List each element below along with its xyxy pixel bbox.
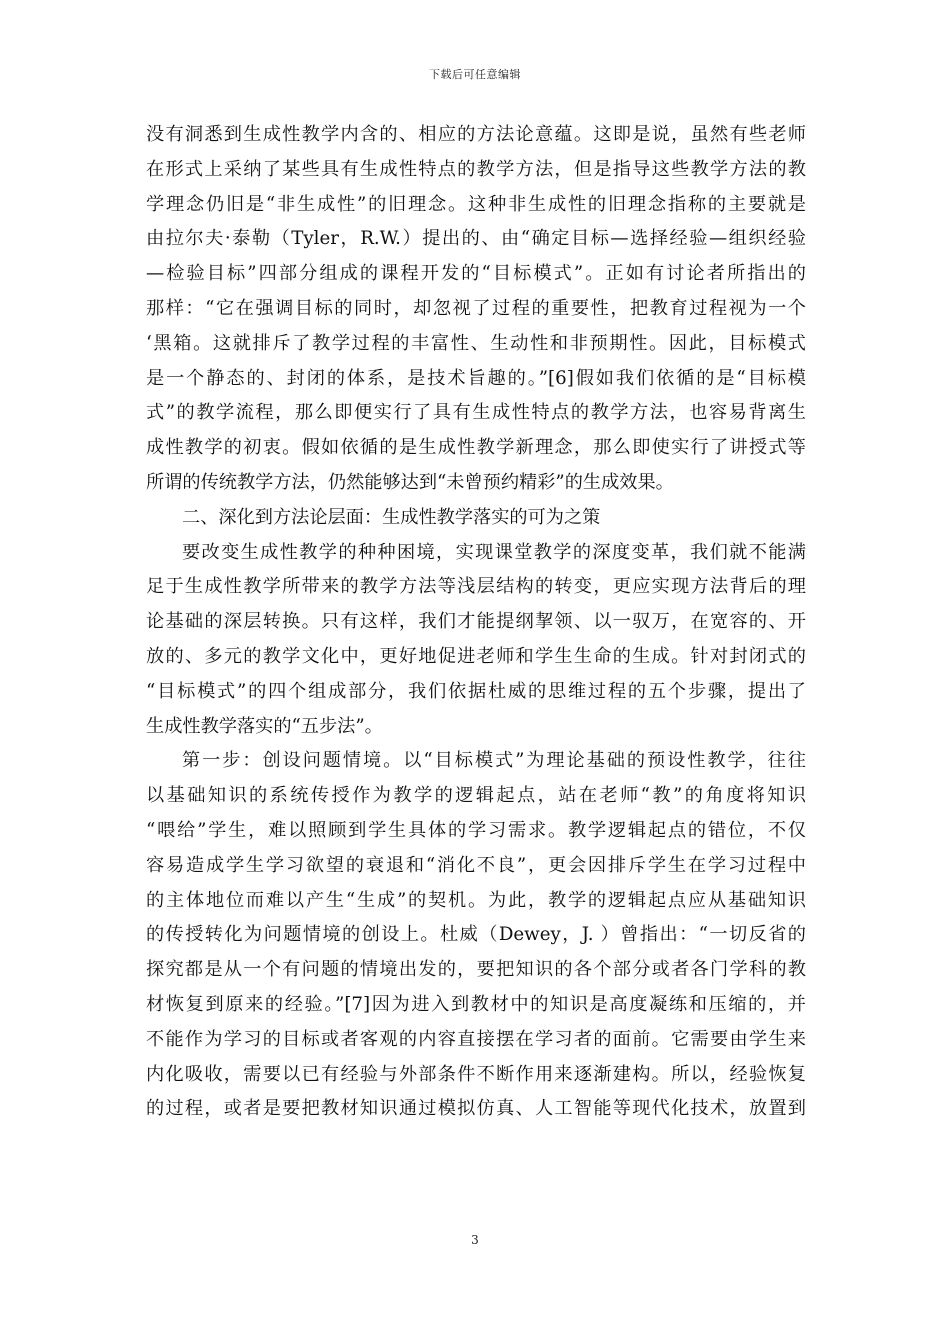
text-line: 生成性教学落实的“五步法”。 — [146, 715, 383, 737]
text-line: 第一步：创设问题情境。以“目标模式”为理论基础的预设性教学，往往 — [182, 750, 806, 772]
text-line: 探究都是从一个有问题的情境出发的，要把知识的各个部分或者各门学科的教 — [146, 959, 806, 981]
text-line: ‘黑箱。这就排斥了教学过程的丰富性、生动性和非预期性。因此，目标模式 — [146, 332, 806, 354]
text-line: 没有洞悉到生成性教学内含的、相应的方法论意蕴。这即是说，虽然有些老师 — [146, 124, 806, 145]
text-line: 二、深化到方法论层面：生成性教学落实的可为之策 — [182, 506, 601, 528]
text-line: 不能作为学习的目标或者客观的内容直接摆在学习者的面前。它需要由学生来 — [146, 1028, 806, 1050]
text-line: 学理念仍旧是“非生成性”的旧理念。这种非生成性的旧理念指称的主要就是 — [146, 193, 806, 215]
text-line: 要改变生成性教学的种种困境，实现课堂教学的深度变革，我们就不能满 — [182, 541, 806, 563]
text-line: 由拉尔夫·泰勒（Tyler，R.W.）提出的、由“确定目标—选择经验—组织经验 — [146, 228, 806, 250]
text-line: 所谓的传统教学方法，仍然能够达到“未曾预约精彩”的生成效果。 — [146, 471, 674, 493]
text-line: 是一个静态的、封闭的体系，是技术旨趣的。”[6]假如我们依循的是“目标模 — [146, 367, 806, 389]
text-line: 的主体地位而难以产生“生成”的契机。为此，教学的逻辑起点应从基础知识 — [146, 889, 806, 911]
text-line: 论基础的深层转换。只有这样，我们才能提纲挈领、以一驭万，在宽容的、开 — [146, 611, 806, 633]
text-line: “目标模式”的四个组成部分，我们依据杜威的思维过程的五个步骤，提出了 — [146, 680, 806, 702]
text-line: 内化吸收，需要以已有经验与外部条件不断作用来逐渐建构。所以，经验恢复 — [146, 1063, 806, 1085]
document-body — [146, 118, 806, 1127]
text-line: 在形式上采纳了某些具有生成性特点的教学方法，但是指导这些教学方法的教 — [146, 158, 806, 180]
text-line: 放的、多元的教学文化中，更好地促进老师和学生生命的生成。针对封闭式的 — [146, 645, 806, 667]
text-line: 以基础知识的系统传授作为教学的逻辑起点，站在老师“教”的角度将知识 — [146, 785, 806, 807]
text-line: “喂给”学生，难以照顾到学生具体的学习需求。教学逻辑起点的错位，不仅 — [146, 819, 806, 841]
text-line: 的过程，或者是要把教材知识通过模拟仿真、人工智能等现代化技术，放置到 — [146, 1098, 806, 1120]
page-header: 下载后可任意编辑 — [429, 68, 521, 81]
text-line: 式”的教学流程，那么即便实行了具有生成性特点的教学方法，也容易背离生 — [146, 402, 806, 424]
text-line: 成性教学的初衷。假如依循的是生成性教学新理念，那么即使实行了讲授式等 — [146, 437, 806, 459]
text-line: 的传授转化为问题情境的创设上。杜威（Dewey，J. ）曾指出：“一切反省的 — [146, 924, 806, 946]
text-line: 足于生成性教学所带来的教学方法等浅层结构的转变，更应实现方法背后的理 — [146, 576, 806, 598]
text-line: 那样：“它在强调目标的同时，却忽视了过程的重要性，把教育过程视为一个 — [146, 297, 806, 319]
text-line: 容易造成学生学习欲望的衰退和“消化不良”，更会因排斥学生在学习过程中 — [146, 854, 806, 876]
text-line: —检验目标”四部分组成的课程开发的“目标模式”。正如有讨论者所指出的 — [146, 263, 806, 285]
page-number: 3 — [471, 1233, 479, 1247]
text-line: 材恢复到原来的经验。”[7]因为进入到教材中的知识是高度凝练和压缩的，并 — [146, 993, 806, 1015]
